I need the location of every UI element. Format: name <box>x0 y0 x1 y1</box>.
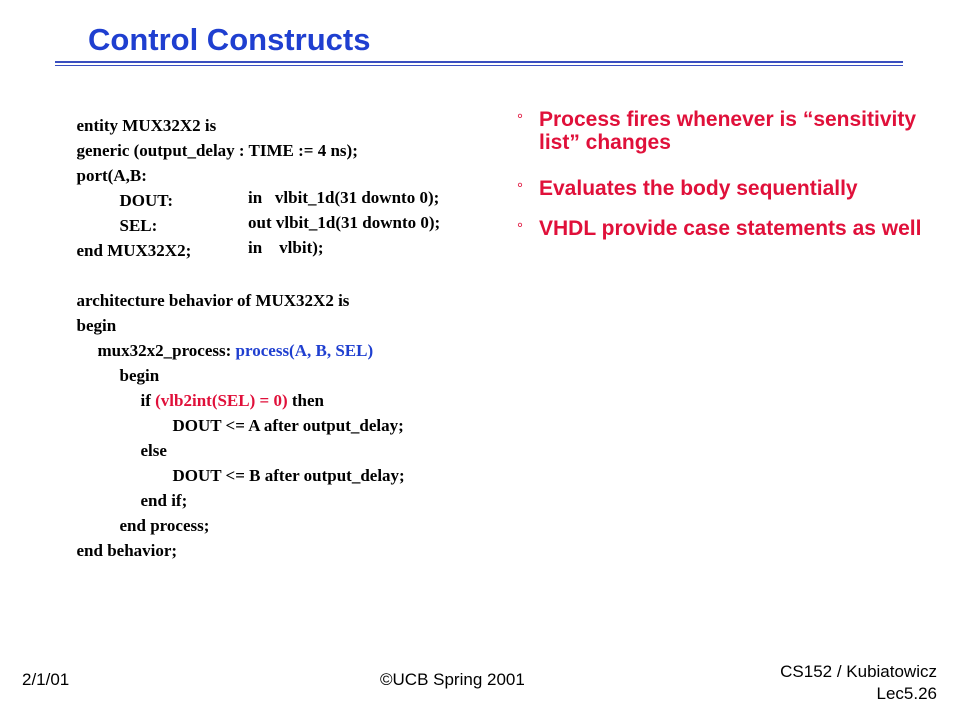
code-text: in vlbit_1d(31 downto 0); <box>248 188 440 207</box>
code-text: if <box>140 391 156 410</box>
code-line <box>51 518 178 560</box>
slide-title: Control Constructs <box>88 22 371 57</box>
code-line <box>94 343 160 385</box>
bullet-item <box>517 108 937 154</box>
code-text: in vlbit); <box>248 238 324 257</box>
code-line <box>115 468 188 510</box>
code-text: out vlbit_1d(31 downto 0); <box>248 213 441 232</box>
bullet-marker: ° <box>517 180 523 197</box>
code-line <box>147 443 405 485</box>
footer-course: CS152 / Kubiatowicz <box>780 662 937 681</box>
code-line <box>115 418 167 460</box>
bullet-item <box>517 217 937 263</box>
bullet-text: VHDL provide case statements as well <box>539 217 922 240</box>
code-line <box>51 293 117 335</box>
code-text: begin <box>119 366 160 385</box>
footer-copyright: ©UCB Spring 2001 <box>380 670 525 689</box>
code-text: architecture behavior of MUX32X2 is <box>76 291 350 310</box>
code-line <box>51 218 192 260</box>
code-text: SEL: <box>119 216 158 235</box>
code-text: DOUT <= A after output_delay; <box>172 416 404 435</box>
code-text: entity MUX32X2 is <box>76 116 217 135</box>
bullet-text: Evaluates the body sequentially <box>539 177 858 200</box>
code-text: end process; <box>119 516 210 535</box>
footer-date: 2/1/01 <box>22 670 70 689</box>
code-line <box>147 393 404 435</box>
code-text: end if; <box>140 491 188 510</box>
code-text: mux32x2_process: <box>97 341 236 360</box>
footer-lecture: Lec5.26 <box>876 684 937 703</box>
code-line <box>51 268 350 310</box>
bullet-marker: ° <box>517 220 523 237</box>
code-text: else <box>140 441 167 460</box>
code-text: end MUX32X2; <box>76 241 192 260</box>
code-line <box>94 493 210 535</box>
code-text: then <box>287 391 324 410</box>
bullet-item <box>517 177 937 200</box>
code-text: DOUT: <box>119 191 174 210</box>
code-text: begin <box>76 316 117 335</box>
code-line <box>51 118 358 160</box>
code-text: end behavior; <box>76 541 178 560</box>
code-keyword-process: process(A, B, SEL) <box>235 341 374 360</box>
code-line <box>51 93 217 135</box>
title-underline <box>55 61 903 63</box>
code-line <box>72 318 374 360</box>
title-underline-thin <box>55 65 903 66</box>
bullet-marker: ° <box>517 111 523 128</box>
bullet-text: Process fires whenever is “sensitivity list” changes <box>539 108 917 154</box>
footer-course-info <box>780 661 937 705</box>
code-text: DOUT <= B after output_delay; <box>172 466 405 485</box>
code-text: generic (output_delay : TIME := 4 ns); <box>76 141 358 160</box>
code-text: port(A,B: <box>76 166 147 185</box>
code-line <box>115 368 324 410</box>
code-condition: (vlb2int(SEL) = 0) <box>155 391 288 410</box>
